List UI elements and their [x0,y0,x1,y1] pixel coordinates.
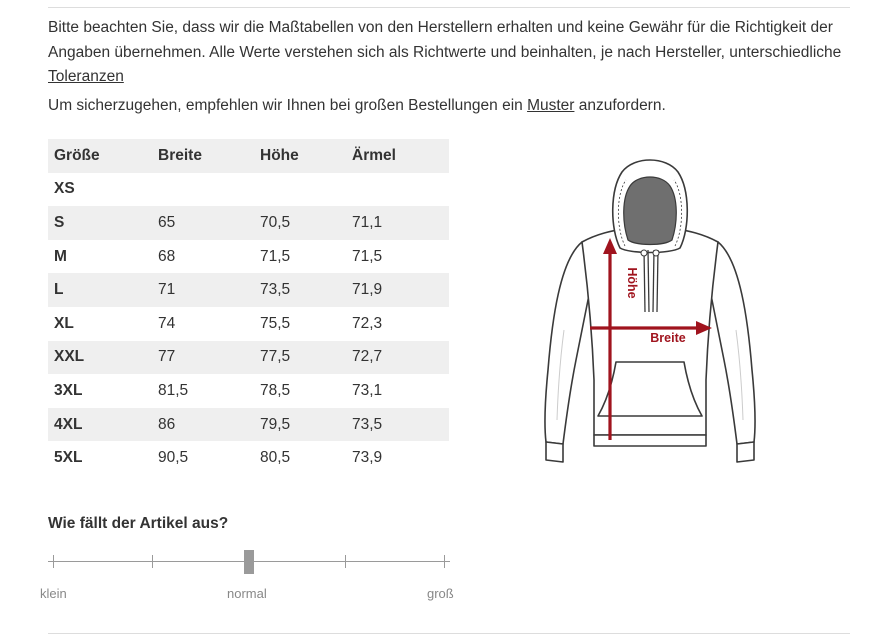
table-row [48,408,449,442]
table-row [48,307,449,341]
sleeve-cell: 73,5 [352,415,383,433]
width-cell: 81,5 [158,381,189,399]
sample-text-after: anzufordern. [574,97,666,114]
width-cell: 86 [158,415,176,433]
fit-tick [53,555,54,568]
sleeve-cell: 72,3 [352,314,383,332]
fit-label-normal: normal [227,586,267,601]
height-cell: 75,5 [260,314,291,332]
width-cell: 90,5 [158,449,189,467]
height-cell: 80,5 [260,449,291,467]
fit-tick [345,555,346,568]
size-cell: XS [54,180,75,198]
height-cell: 77,5 [260,348,291,366]
fit-label-small: klein [40,586,67,601]
table-row [48,240,449,274]
width-cell: 68 [158,247,176,265]
hoodie-diagram [530,150,770,470]
width-cell: 74 [158,314,176,332]
size-cell: XL [54,314,74,332]
width-cell: 65 [158,213,176,231]
tolerances-link[interactable]: Toleranzen [48,68,124,85]
bottom-divider [48,633,850,634]
header-sleeve: Ärmel [352,146,396,164]
header-width: Breite [158,146,202,164]
fit-tick [444,555,445,568]
hood-inner [624,177,677,245]
height-label: Höhe [625,267,639,299]
sleeve-cell [346,173,449,207]
height-cell: 73,5 [260,281,291,299]
table-row [48,273,449,307]
top-divider [48,7,850,8]
size-table [48,139,449,475]
table-row [48,441,449,475]
height-cell [254,173,346,207]
size-table-header [48,139,449,173]
sleeve-cell: 73,1 [352,381,383,399]
header-height: Höhe [260,146,299,164]
sleeve-cell: 71,5 [352,247,383,265]
table-row [48,173,449,207]
height-cell: 70,5 [260,213,291,231]
height-cell: 79,5 [260,415,291,433]
size-cell: XXL [54,348,85,366]
fit-tick [152,555,153,568]
sample-link[interactable]: Muster [527,97,575,114]
size-cell: M [54,247,67,265]
fit-slider-handle[interactable] [244,550,254,574]
fit-label-large: groß [427,586,454,601]
width-cell [152,173,254,207]
size-cell: L [54,281,64,299]
disclaimer-text [48,16,858,90]
height-cell: 78,5 [260,381,291,399]
table-row [48,341,449,375]
table-row [48,374,449,408]
header-size: Größe [54,146,100,164]
sleeve-cell: 73,9 [352,449,383,467]
table-row [48,206,449,240]
sleeve-cell: 71,1 [352,213,383,231]
fit-slider[interactable] [48,548,450,578]
width-cell: 71 [158,281,176,299]
width-cell: 77 [158,348,176,366]
sample-text-before: Um sicherzugehen, empfehlen wir Ihnen bei großen Bestellungen ein [48,97,528,114]
size-cell: S [54,213,65,231]
size-cell: 4XL [54,415,83,433]
size-cell: 3XL [54,381,83,399]
size-cell: 5XL [54,449,83,467]
fit-question: Wie fällt der Artikel aus? [48,515,229,532]
sleeve-cell: 71,9 [352,281,383,299]
sleeve-cell: 72,7 [352,348,383,366]
disclaimer-body: Bitte beachten Sie, dass wir die Maßtabellen von den Herstellern erhalten und keine Gewähr für die Richtigkeit der Angaben übernehmen. Alle Werte verstehen sich als Richtwerte und beinhalten, je nach Hersteller, unterschiedliche [48,19,842,61]
width-label: Breite [650,331,686,345]
height-cell: 71,5 [260,247,291,265]
sample-recommendation [48,94,858,119]
